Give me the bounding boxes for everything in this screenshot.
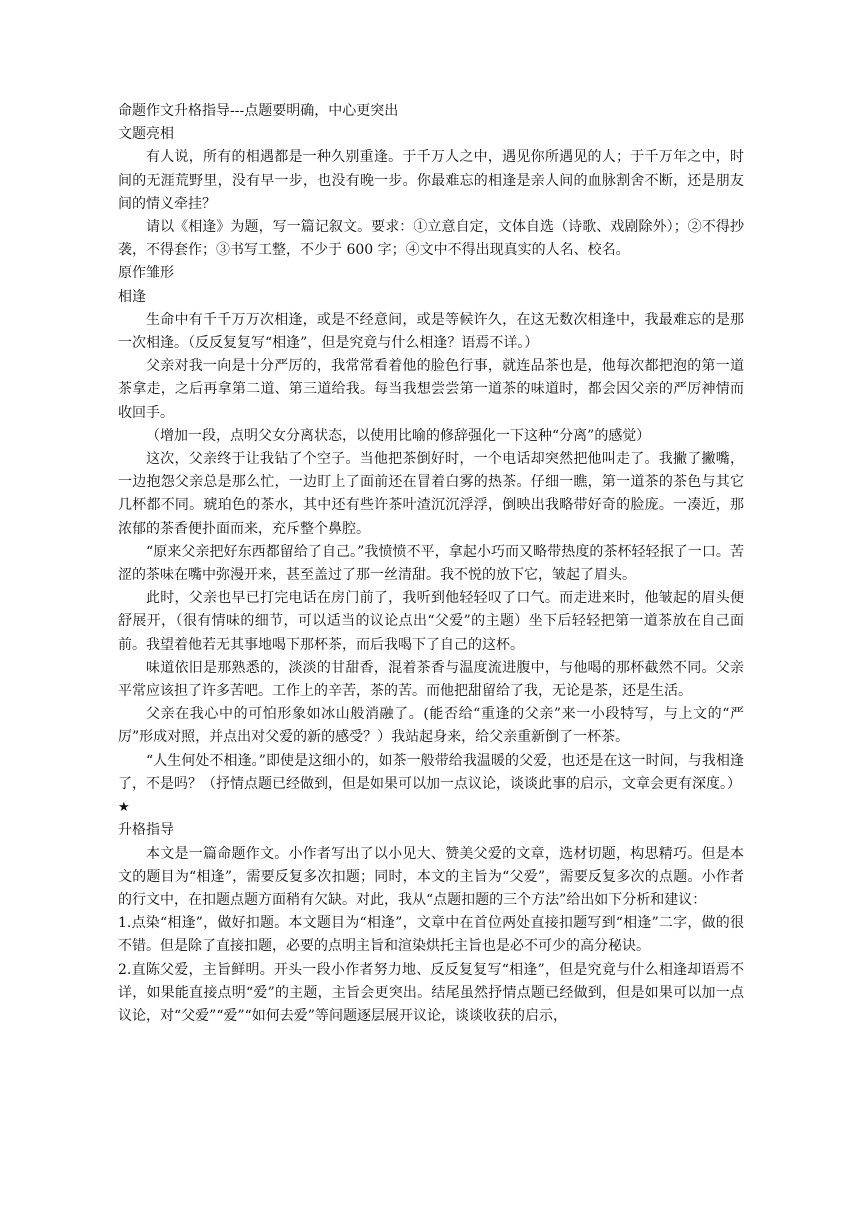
essay-paragraph-6: 味道依旧是那熟悉的，淡淡的甘甜香，混着茶香与温度流进腹中，与他喝的那杯截然不同。父亲平常应该担了许多苦吧。工作上的辛苦，茶的苦。而他把甜留给了我，无论是茶，还是生活。: [118, 659, 744, 700]
essay-paragraph-7: 父亲在我心中的可怕形象如冰山般消融了。(能否给“重逢的父亲”来一小段特写，与上文的“严厉”形成对照，并点出对父爱的新的感受？）我站起身来，给父亲重新倒了一杯茶。: [118, 706, 744, 746]
guide-paragraph-1: 本文是一篇命题作文。小作者写出了以小见大、赞美父爱的文章，选材切题，构思精巧。但是本文的题目为“相逢”，需要反复多次扣题；同时，本文的主旨为“父爱”，需要反复多次的点题。小作者的行文中，在扣题点题方面稍有欠缺。对此，我从“点题扣题的三个方法”给出如下分析和建议：: [118, 845, 744, 908]
essay-paragraph-5: 此时，父亲也早已打完电话在房门前了，我听到他轻轻叹了口气。而走进来时，他皱起的眉头便舒展开，（很有情味的细节，可以适当的议论点出“父爱”的主题）坐下后轻轻把第一道茶放在自己面前。我望着他若无其事地喝下那杯茶，而后我喝下了自己的这杯。: [118, 590, 744, 653]
document-title: 命题作文升格指导---点题要明确，中心更突出: [118, 103, 399, 119]
essay-paragraph-3: 这次，父亲终于让我钻了个空子。当他把茶倒好时，一个电话却突然把他叫走了。我撇了撇嘴，一边抱怨父亲总是那么忙，一边盯上了面前还在冒着白雾的热茶。仔细一瞧，第一道茶的茶色与其它几杯都不同。琥珀色的茶水，其中还有些许茶叶渣沉沉浮浮，倒映出我略带好奇的脸庞。一凑近，那浓郁的茶香便扑面而来，充斥整个鼻腔。: [118, 451, 744, 537]
star-separator: ★: [118, 800, 130, 816]
essay-note: （增加一段，点明父女分离状态，以使用比喻的修辞强化一下这种“分离”的感觉）: [146, 427, 651, 444]
prompt-paragraph-1: 有人说，所有的相遇都是一种久别重逢。于千万人之中，遇见你所遇见的人；于千万年之中，时间的无涯荒野里，没有早一步，也没有晚一步。你最难忘的相逢是亲人间的血脉割舍不断，还是朋友间的情义牵挂？: [118, 149, 744, 212]
document-page: [118, 100, 744, 1028]
guide-item-2: 2.直陈父爱，主旨鲜明。开头一段小作者努力地、反反复复写“相逢”，但是究竟与什么相逢却语焉不详，如果能直接点明“爱”的主题，主旨会更突出。结尾虽然抒情点题已经做到，但是如果可以加一点议论，对“父爱”“爱”“如何去爱”等问题逐层展开议论，谈谈收获的启示，: [118, 961, 744, 1024]
section-heading-draft: 原作雏形: [118, 265, 174, 282]
section-heading-guide: 升格指导: [118, 822, 174, 839]
guide-item-1: 1.点染“相逢”，做好扣题。本文题目为“相逢”，文章中在首位两处直接扣题写到“相逢”二字，做的很不错。但是除了直接扣题，必要的点明主旨和渲染烘托主旨也是必不可少的高分秘诀。: [118, 915, 744, 955]
essay-paragraph-2: 父亲对我一向是十分严厉的，我常常看着他的脸色行事，就连品茶也是，他每次都把泡的第一道茶拿走，之后再拿第二道、第三道给我。每当我想尝尝第一道茶的味道时，都会因父亲的严厉神情而收回手。: [118, 358, 744, 421]
section-heading-prompt: 文题亮相: [118, 126, 174, 143]
essay-paragraph-8: “人生何处不相逢。”即使是这细小的，如茶一般带给我温暖的父爱，也还是在这一时间，与我相逢了，不是吗？（抒情点题已经做到，但是如果可以加一点议论，谈谈此事的启示，文章会更有深度。）: [118, 752, 744, 792]
essay-paragraph-4: “原来父亲把好东西都留给了自己。”我愤愤不平，拿起小巧而又略带热度的茶杯轻轻抿了一口。苦涩的茶味在嘴中弥漫开来，甚至盖过了那一丝清甜。我不悦的放下它，皱起了眉头。: [118, 543, 744, 584]
prompt-paragraph-2: 请以《相逢》为题，写一篇记叙文。要求：①立意自定，文体自选（诗歌、戏剧除外）；②不得抄袭，不得套作；③书写工整，不少于 600 字；④文中不得出现真实的人名、校名。: [118, 219, 744, 259]
essay-paragraph-1: 生命中有千千万万次相逢，或是不经意间，或是等候许久，在这无数次相逢中，我最难忘的是那一次相逢。（反反复复写“相逢”，但是究竟与什么相逢？语焉不详。）: [118, 311, 744, 352]
essay-title: 相逢: [118, 288, 146, 305]
